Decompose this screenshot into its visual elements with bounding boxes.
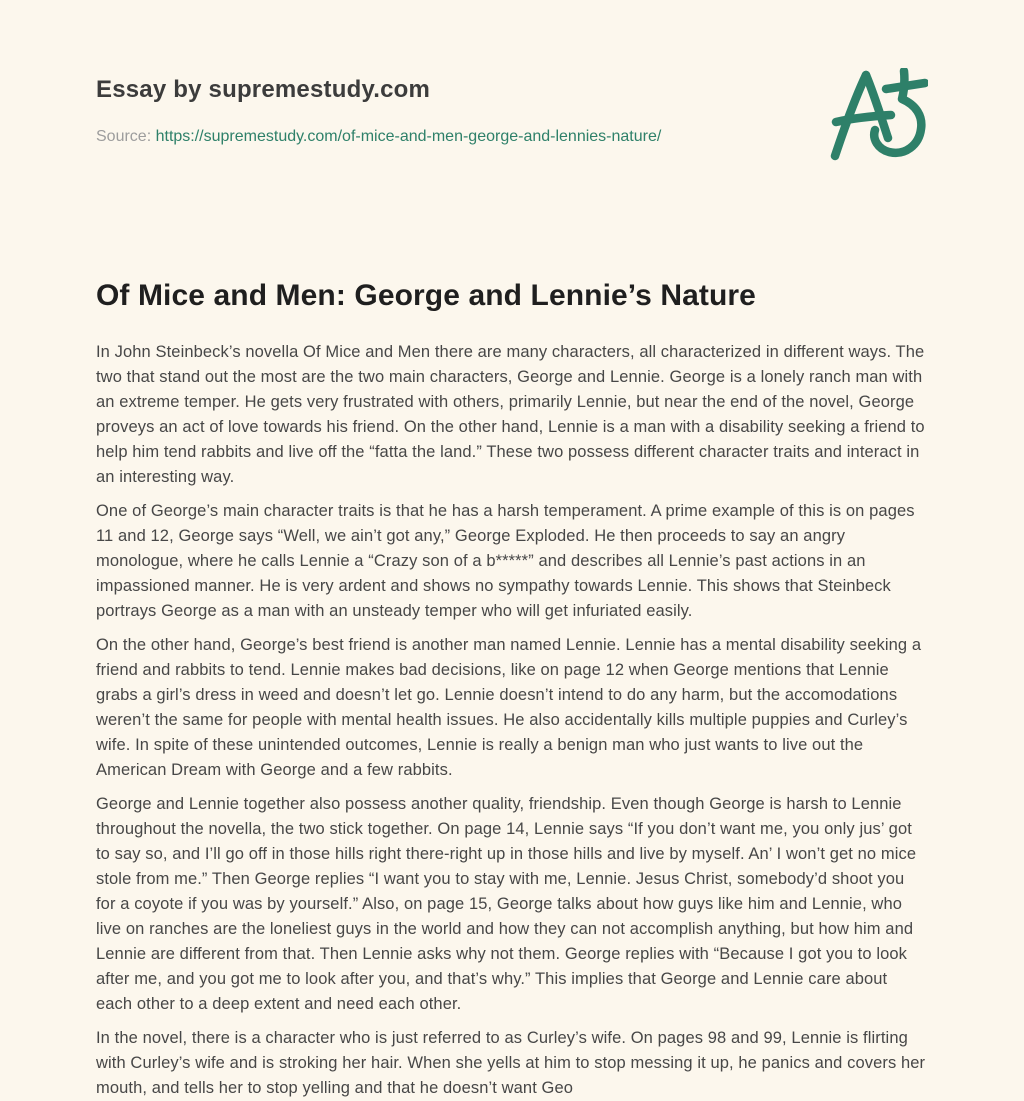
supremestudy-logo — [828, 68, 928, 168]
essay-paragraph: In John Steinbeck’s novella Of Mice and Men there are many characters, all characterized in different ways. The two that stand out the most are the two main characters, George and Lennie. George is a lonely ranch man with an extreme temper. He gets very frustrated with others, primarily Lennie, but near the end of the novel, George proveys an act of love towards his friend. On the other hand, Lennie is a man with a disability seeking a friend to help him tend rabbits and live off the “fatta the land.” These two possess different character traits and interact in an interesting way. — [96, 343, 925, 486]
essay-title: Of Mice and Men: George and Lennie’s Nature — [96, 279, 756, 312]
byline: Essay by supremestudy.com — [96, 76, 431, 103]
essay-page — [96, 0, 928, 1101]
essay-paragraph: One of George’s main character traits is that he has a harsh temperament. A prime example of this is on pages 11 and 12, George says “Well, we ain’t got any,” George Exploded. He then proceeds to say an angry monologue, where he calls Lennie a “Crazy son of a b*****” and describes all Lennie’s past actions in an impassioned manner. He is very ardent and shows no sympathy towards Lennie. This shows that Steinbeck portrays George as a man with an unsteady temper who will get infuriated easily. — [96, 502, 915, 620]
essay-paragraph: On the other hand, George’s best friend is another man named Lennie. Lennie has a mental disability seeking a friend and rabbits to tend. Lennie makes bad decisions, like on page 12 when George mentions that Lennie grabs a girl’s dress in weed and doesn’t let go. Lennie doesn’t intend to do any harm, but the accomodations weren’t the same for people with mental health issues. He also accidentally kills multiple puppies and Curley’s wife. In spite of these unintended outcomes, Lennie is really a benign man who just wants to live out the American Dream with George and a few rabbits. — [96, 636, 922, 779]
page-header — [96, 70, 928, 168]
a-plus-logo-icon — [828, 68, 928, 168]
source-line — [96, 128, 661, 146]
source-label: Source: — [96, 128, 152, 145]
essay-body — [96, 340, 928, 1101]
header-text-block — [96, 70, 661, 146]
source-link[interactable]: https://supremestudy.com/of-mice-and-men-george-and-lennies-nature/ — [155, 128, 662, 145]
essay-paragraph: George and Lennie together also possess another quality, friendship. Even though George is harsh to Lennie throughout the novella, the two stick together. On page 14, Lennie says “If you don’t want me, you only jus’ got to say so, and I’ll go off in those hills right there-right up in those hills and live by myself. An’ I won’t get no mice stole from me.” Then George replies “I want you to stay with me, Lennie. Jesus Christ, somebody’d shoot you for a coyote if you was by yourself.” Also, on page 15, George talks about how guys like him and Lennie, who live on ranches are the loneliest guys in the world and how they can not accomplish anything, but how him and Lennie are different from that. Then Lennie asks why not them. George replies with “Because I got you to look after me, and you got me to look after you, and that’s why.” This implies that George and Lennie care about each other to a deep extent and need each other. — [96, 795, 917, 1013]
essay-paragraph: In the novel, there is a character who is just referred to as Curley’s wife. On pages 98 and 99, Lennie is flirting with Curley’s wife and is stroking her hair. When she yells at him to stop messing it up, he panics and covers her mouth, and tells her to stop yelling and that he doesn’t want Geo — [96, 1029, 926, 1097]
